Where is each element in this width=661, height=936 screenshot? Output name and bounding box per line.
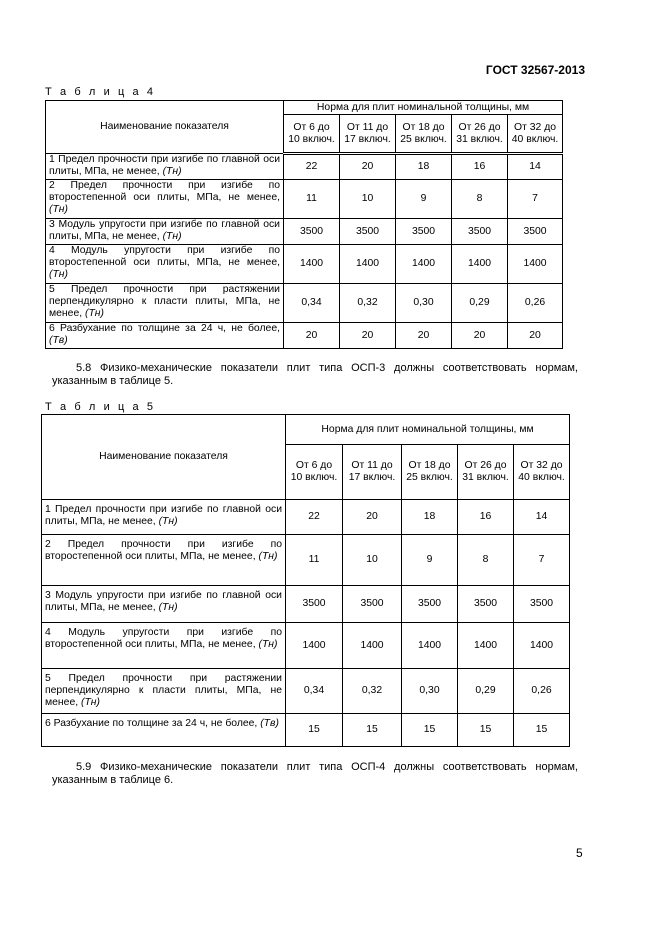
- value-cell: 0,32: [340, 284, 396, 323]
- value-cell: 22: [286, 500, 343, 535]
- indicator-symbol: (Tн): [158, 602, 178, 613]
- value-cell: 0,34: [284, 284, 340, 323]
- value-cell: 7: [508, 180, 563, 219]
- value-cell: 3500: [396, 219, 452, 245]
- indicator-cell: [42, 714, 286, 747]
- indicator-text: 2 Предел прочности при изгибе по второстепенной оси плиты, МПа, не менее,: [45, 539, 282, 562]
- value-cell: 14: [514, 500, 570, 535]
- paragraph-text: 5.9 Физико-механические показатели плит типа ОСП-4 должны соответствовать нормам, указанным в таблице 6.: [52, 761, 578, 786]
- value-cell: 20: [340, 323, 396, 349]
- indicator-cell: [42, 623, 286, 669]
- table5-col-header: От 18 до 25 включ.: [402, 445, 458, 500]
- table5-col-header: От 6 до 10 включ.: [286, 445, 343, 500]
- value-cell: 3500: [284, 219, 340, 245]
- indicator-symbol: (Tв): [49, 335, 68, 346]
- value-cell: 7: [514, 535, 570, 586]
- value-cell: 1400: [343, 623, 402, 669]
- value-cell: 15: [514, 714, 570, 747]
- value-cell: 20: [343, 500, 402, 535]
- value-cell: 1400: [452, 245, 508, 284]
- indicator-symbol: (Tн): [258, 639, 278, 650]
- table5-norm-header: Норма для плит номинальной толщины, мм: [286, 415, 570, 445]
- table-row: [46, 245, 563, 284]
- table4-norm-header: Норма для плит номинальной толщины, мм: [284, 101, 563, 115]
- indicator-cell: [42, 669, 286, 714]
- value-cell: 1400: [402, 623, 458, 669]
- value-cell: 1400: [396, 245, 452, 284]
- value-cell: 14: [508, 154, 563, 180]
- indicator-symbol: (Tн): [158, 516, 178, 527]
- value-cell: 20: [452, 323, 508, 349]
- page-number: 5: [576, 846, 583, 860]
- table-row: [42, 714, 570, 747]
- indicator-text: 5 Предел прочности при растяжении перпендикулярно к пласти плиты, МПа, не менее,: [49, 284, 280, 319]
- indicator-text: 4 Модуль упругости при изгибе по второстепенной оси плиты, МПа, не менее,: [45, 627, 282, 650]
- value-cell: 1400: [458, 623, 514, 669]
- indicator-text: 5 Предел прочности при растяжении перпендикулярно к пласти плиты, МПа, не менее,: [45, 673, 282, 708]
- table5-col-header: От 32 до 40 включ.: [514, 445, 570, 500]
- value-cell: 11: [284, 180, 340, 219]
- value-cell: 20: [284, 323, 340, 349]
- value-cell: 15: [402, 714, 458, 747]
- value-cell: 1400: [340, 245, 396, 284]
- table4: [45, 100, 563, 349]
- table-row: [42, 623, 570, 669]
- value-cell: 15: [458, 714, 514, 747]
- indicator-text: 1 Предел прочности при изгибе по главной оси плиты, МПа, не менее,: [45, 504, 282, 527]
- table-row: [42, 535, 570, 586]
- indicator-text: 1 Предел прочности при изгибе по главной оси плиты, МПа, не менее,: [49, 154, 280, 177]
- value-cell: 15: [343, 714, 402, 747]
- value-cell: 9: [396, 180, 452, 219]
- indicator-cell: [46, 154, 284, 180]
- value-cell: 0,32: [343, 669, 402, 714]
- value-cell: 0,29: [452, 284, 508, 323]
- value-cell: 18: [402, 500, 458, 535]
- value-cell: 0,26: [514, 669, 570, 714]
- value-cell: 3500: [514, 586, 570, 623]
- table-row: [46, 284, 563, 323]
- table-row: [46, 180, 563, 219]
- table-row: [46, 219, 563, 245]
- paragraph-5-9: [52, 761, 578, 787]
- indicator-text: 3 Модуль упругости при изгибе по главной оси плиты, МПа, не менее,: [49, 219, 280, 242]
- value-cell: 16: [452, 154, 508, 180]
- value-cell: 11: [286, 535, 343, 586]
- value-cell: 0,34: [286, 669, 343, 714]
- indicator-symbol: (Tн): [81, 697, 100, 708]
- indicator-cell: [42, 535, 286, 586]
- value-cell: 9: [402, 535, 458, 586]
- paragraph-text: 5.8 Физико-механические показатели плит типа ОСП-3 должны соответствовать нормам, указанным в таблице 5.: [52, 362, 578, 387]
- value-cell: 20: [396, 323, 452, 349]
- table4-col-header: От 11 до 17 включ.: [340, 115, 396, 154]
- table-row: [42, 669, 570, 714]
- indicator-text: 4 Модуль упругости при изгибе по второстепенной оси плиты, МПа, не менее,: [49, 245, 280, 268]
- indicator-cell: [46, 323, 284, 349]
- value-cell: 0,29: [458, 669, 514, 714]
- indicator-symbol: (Tн): [49, 204, 68, 215]
- table4-col-header: От 18 до 25 включ.: [396, 115, 452, 154]
- table5: [41, 414, 570, 747]
- value-cell: 20: [340, 154, 396, 180]
- value-cell: 3500: [458, 586, 514, 623]
- table5-col-header: От 11 до 17 включ.: [343, 445, 402, 500]
- value-cell: 16: [458, 500, 514, 535]
- table-row: [46, 323, 563, 349]
- value-cell: 10: [343, 535, 402, 586]
- value-cell: 1400: [286, 623, 343, 669]
- value-cell: 3500: [452, 219, 508, 245]
- indicator-text: 6 Разбухание по толщине за 24 ч, не более,: [49, 323, 280, 334]
- indicator-symbol: (Tн): [49, 269, 68, 280]
- value-cell: 10: [340, 180, 396, 219]
- value-cell: 0,30: [402, 669, 458, 714]
- table-row: [42, 586, 570, 623]
- paragraph-5-8: [52, 362, 578, 388]
- table5-col-header: От 26 до 31 включ.: [458, 445, 514, 500]
- value-cell: 3500: [340, 219, 396, 245]
- value-cell: 1400: [284, 245, 340, 284]
- indicator-text: 2 Предел прочности при изгибе по второстепенной оси плиты, МПа, не менее,: [49, 180, 280, 203]
- table4-col-header: От 26 до 31 включ.: [452, 115, 508, 154]
- indicator-cell: [46, 284, 284, 323]
- indicator-cell: [42, 586, 286, 623]
- value-cell: 3500: [508, 219, 563, 245]
- value-cell: 1400: [508, 245, 563, 284]
- indicator-symbol: (Tн): [258, 551, 278, 562]
- table5-name-header: Наименование показателя: [42, 415, 286, 500]
- table4-col-header: От 32 до 40 включ.: [508, 115, 563, 154]
- value-cell: 3500: [286, 586, 343, 623]
- table-row: [42, 500, 570, 535]
- table4-col-header: От 6 до 10 включ.: [284, 115, 340, 154]
- document-id: ГОСТ 32567-2013: [485, 63, 585, 77]
- table4-caption: Т а б л и ц а 4: [45, 86, 156, 98]
- value-cell: 3500: [402, 586, 458, 623]
- value-cell: 8: [458, 535, 514, 586]
- indicator-cell: [42, 500, 286, 535]
- indicator-text: 6 Разбухание по толщине за 24 ч, не более,: [45, 718, 261, 729]
- indicator-symbol: (Tн): [85, 308, 104, 319]
- indicator-cell: [46, 219, 284, 245]
- indicator-symbol: (Tн): [162, 231, 182, 242]
- indicator-cell: [46, 180, 284, 219]
- value-cell: 15: [286, 714, 343, 747]
- value-cell: 20: [508, 323, 563, 349]
- value-cell: 18: [396, 154, 452, 180]
- value-cell: 0,26: [508, 284, 563, 323]
- value-cell: 8: [452, 180, 508, 219]
- indicator-symbol: (Tн): [162, 166, 182, 177]
- indicator-text: 3 Модуль упругости при изгибе по главной оси плиты, МПа, не менее,: [45, 590, 282, 613]
- value-cell: 0,30: [396, 284, 452, 323]
- table5-caption: Т а б л и ц а 5: [45, 401, 156, 413]
- table-row: [46, 154, 563, 180]
- value-cell: 3500: [343, 586, 402, 623]
- indicator-cell: [46, 245, 284, 284]
- table4-name-header: Наименование показателя: [46, 101, 284, 154]
- value-cell: 1400: [514, 623, 570, 669]
- value-cell: 22: [284, 154, 340, 180]
- indicator-symbol: (Tв): [260, 718, 279, 729]
